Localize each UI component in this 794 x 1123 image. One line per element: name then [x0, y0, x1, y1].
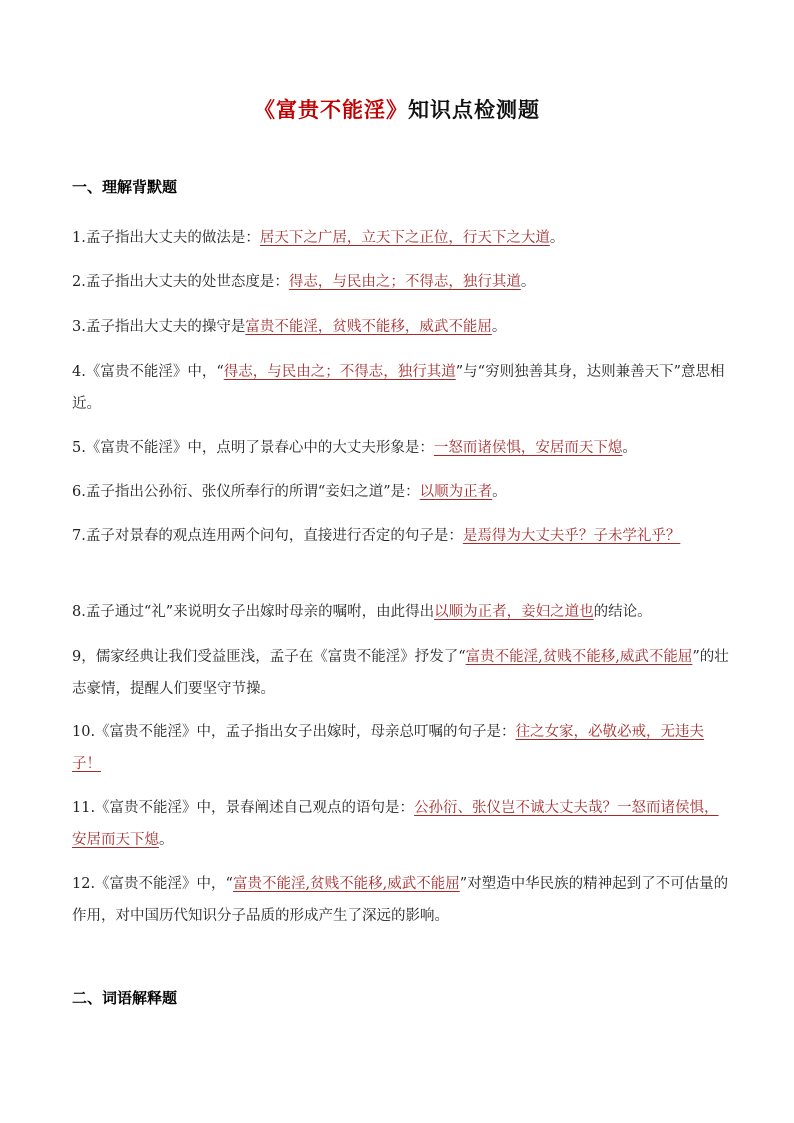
- question-12: 12.《富贵不能淫》中，“富贵不能淫,贫贱不能移,威武不能屈”对塑造中华民族的精神起到了不可估量的作用，对中国历代知识分子品质的形成产生了深远的影响。: [72, 876, 729, 924]
- question-1: 1.孟子指出大丈夫的做法是：居天下之广居，立天下之正位，行天下之大道。: [72, 230, 565, 246]
- question-2: 2.孟子指出大丈夫的处世态度是：得志，与民由之；不得志，独行其道。: [72, 274, 536, 290]
- answer-4: 得志，与民由之；不得志，独行其道: [223, 364, 456, 380]
- title-book-name: 《富贵不能淫》: [254, 98, 408, 122]
- answer-8: 以顺为正者，妾妇之道也: [434, 604, 594, 620]
- question-7: 7.孟子对景春的观点连用两个问句，直接进行否定的句子是：是焉得为大丈夫乎？子未学礼乎？: [72, 528, 681, 544]
- title-rest: 知识点检测题: [408, 98, 540, 122]
- answer-3: 富贵不能淫，贫贱不能移，威武不能屈: [245, 319, 492, 335]
- question-10: 10.《富贵不能淫》中，孟子指出女子出嫁时，母亲总叮嘱的句子是：往之女家，必敬必戒，无违夫子！: [72, 724, 705, 772]
- question-5: 5.《富贵不能淫》中，点明了景春心中的大丈夫形象是：一怒而诸侯惧，安居而天下熄。: [72, 440, 637, 456]
- answer-7: 是焉得为大丈夫乎？子未学礼乎？: [462, 528, 681, 544]
- answer-11: 公孙衍、张仪岂不诚大丈夫哉？一怒而诸侯惧，安居而天下熄: [72, 800, 719, 848]
- question-9: 9，儒家经典让我们受益匪浅，孟子在《富贵不能淫》抒发了“富贵不能淫,贫贱不能移,威武不能屈”的壮志豪情，提醒人们要坚守节操。: [72, 649, 729, 697]
- answer-6: 以顺为正者: [419, 484, 493, 500]
- answer-2: 得志，与民由之；不得志，独行其道: [288, 274, 521, 290]
- question-11: 11.《富贵不能淫》中，景春阐述自己观点的语句是：公孙衍、张仪岂不诚大丈夫哉？一怒而诸侯惧，安居而天下熄。: [72, 800, 719, 848]
- answer-10: 往之女家，必敬必戒，无违夫子！: [72, 724, 705, 772]
- answer-9: 富贵不能淫,贫贱不能移,威武不能屈: [465, 649, 693, 665]
- answer-1: 居天下之广居，立天下之正位，行天下之大道: [259, 230, 550, 246]
- page-title: [0, 94, 794, 124]
- question-6: 6.孟子指出公孙衍、张仪所奉行的所谓“妾妇之道”是：以顺为正者。: [72, 484, 507, 500]
- question-8: 8.孟子通过“礼”来说明女子出嫁时母亲的嘱咐，由此得出以顺为正者，妾妇之道也的结论。: [72, 604, 652, 620]
- section-heading-1: 一、理解背默题: [72, 178, 178, 196]
- answer-5: 一怒而诸侯惧，安居而天下熄: [433, 440, 623, 456]
- answer-12: 富贵不能淫,贫贱不能移,威武不能屈: [232, 876, 460, 892]
- question-3: 3.孟子指出大丈夫的操守是富贵不能淫，贫贱不能移，威武不能屈。: [72, 319, 507, 335]
- question-4: 4.《富贵不能淫》中，“得志，与民由之；不得志，独行其道”与“穷则独善其身，达则兼善天下”意思相近。: [72, 364, 725, 412]
- section-heading-2: 二、词语解释题: [72, 989, 178, 1007]
